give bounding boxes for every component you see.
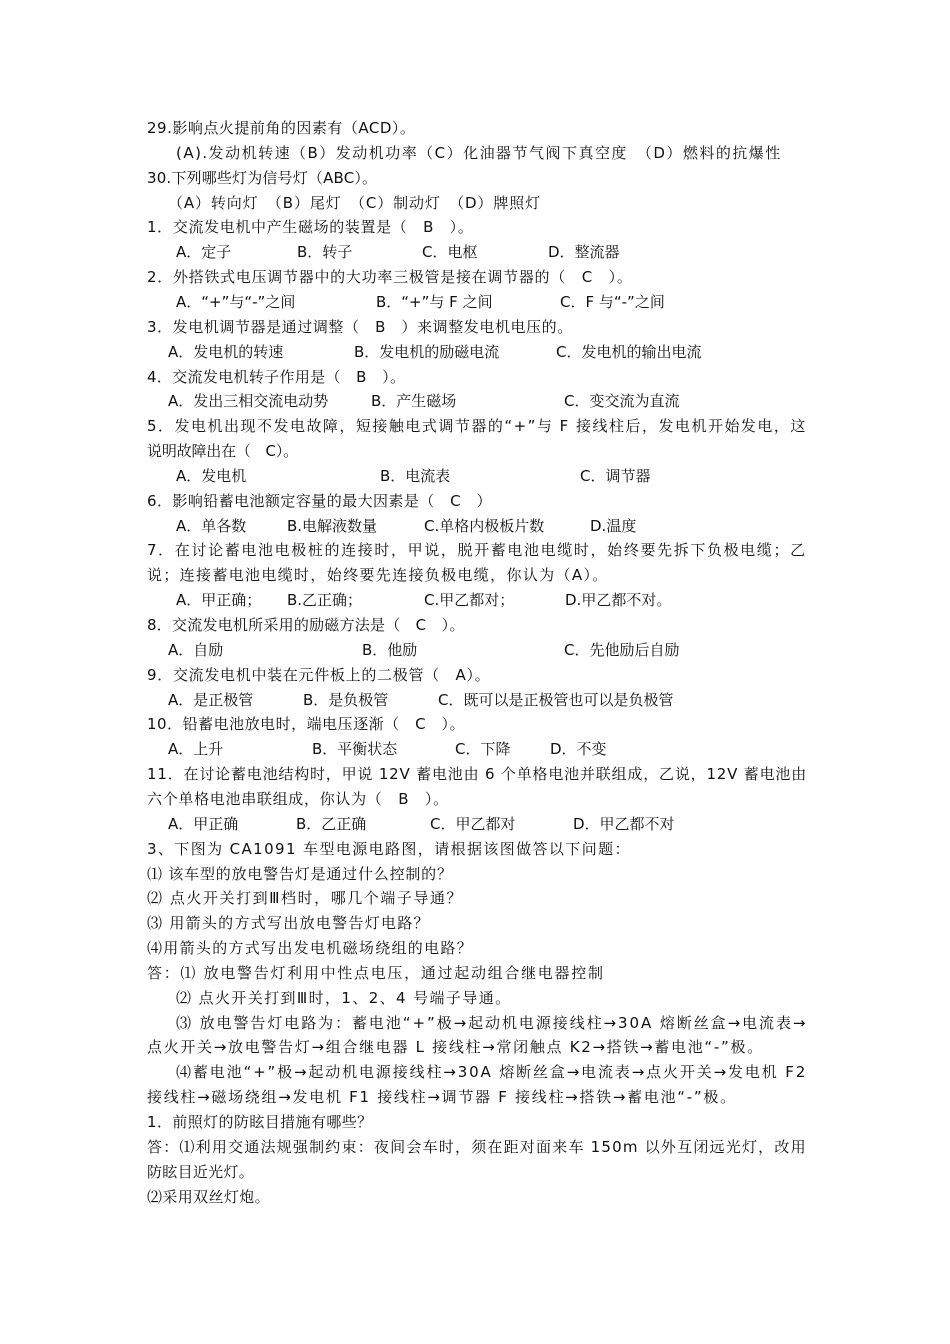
option-b: B．乙正确	[296, 815, 367, 833]
option-a: A．“+”与“-”之间	[176, 293, 296, 311]
option-c: C．调节器	[580, 467, 651, 485]
question-11-options	[0, 814, 950, 834]
section-3-answer-1: 答：⑴ 放电警告灯利用中性点电压，通过起动组合继电器控制	[147, 964, 605, 982]
option-b: B．是负极管	[303, 691, 389, 709]
option-b: B．转子	[297, 243, 353, 261]
question-1-options	[0, 242, 950, 262]
question-7-options	[0, 590, 950, 610]
option-d: D．整流器	[548, 243, 620, 261]
question-29-options: (A).发动机转速（B）发动机功率（C）化油器节气阀下真空度 （D）燃料的抗爆性	[176, 144, 782, 162]
option-d: D．甲乙都不对	[573, 815, 675, 833]
question-5-line-2: 说明故障出在（ C）。	[147, 442, 298, 460]
option-c: C．既可以是正极管也可以是负极管	[438, 691, 674, 709]
section-3-question-1: ⑴ 该车型的放电警告灯是通过什么控制的？	[147, 865, 453, 883]
question-2: 2．外搭铁式电压调节器中的大功率三极管是接在调节器的（ C ）。	[147, 268, 633, 286]
section-3-question-3: ⑶ 用箭头的方式写出放电警告灯电路？	[147, 914, 430, 932]
question-9: 9．交流发电机中装在元件板上的二极管（ A）。	[147, 666, 491, 684]
question-7-line-2: 说；连接蓄电池电缆时，始终要先连接负极电缆，你认为（A）。	[147, 566, 609, 584]
section-3-question-2: ⑵ 点火开关打到Ⅲ档时，哪几个端子导通？	[147, 889, 464, 907]
question-5-options	[0, 466, 950, 486]
option-c: C．发电机的输出电流	[556, 343, 702, 361]
option-c: C.单格内极板片数	[424, 517, 545, 535]
question-10-options	[0, 739, 950, 759]
headlight-answer-2: ⑵采用双丝灯炮。	[147, 1188, 271, 1206]
section-3-answer-3-line-1: ⑶ 放电警告灯电路为：蓄电池“+”极→起动机电源接线柱→30A 熔断丝盒→电流表→	[176, 1014, 808, 1032]
option-b: B．电流表	[380, 467, 451, 485]
option-b: B．他励	[362, 641, 418, 659]
option-a: A．甲正确	[168, 815, 239, 833]
question-10: 10．铅蓄电池放电时，端电压逐渐（ C ）。	[147, 715, 466, 733]
option-d: D.甲乙都不对。	[565, 591, 672, 609]
section-3-answer-4-line-2: 接线柱→磁场绕组→发电机 F1 接线柱→调节器 F 接线柱→搭铁→蓄电池“-”极。	[147, 1088, 737, 1106]
question-4: 4．交流发电机转子作用是（ B ）。	[147, 368, 406, 386]
option-a: A．发电机	[176, 467, 247, 485]
question-4-options	[0, 391, 950, 411]
option-c: C．电枢	[422, 243, 478, 261]
question-30: 30.下列哪些灯为信号灯（ABC）。	[147, 169, 378, 187]
question-11-line-2: 六个单格电池串联组成，你认为（ B ）。	[147, 790, 449, 808]
question-6-options	[0, 516, 950, 536]
option-b: B．平衡状态	[312, 740, 398, 758]
option-a: A．甲正确；	[176, 591, 262, 609]
section-3-title: 3、下图为 CA1091 车型电源电路图，请根据该图做答以下问题：	[147, 840, 631, 858]
option-d: D．不变	[550, 740, 607, 758]
option-a: A．发出三相交流电动势	[168, 392, 329, 410]
option-c: C．甲乙都对	[430, 815, 516, 833]
option-c: C．下降	[455, 740, 511, 758]
headlight-answer-1-line-2: 防眩目近光灯。	[147, 1163, 255, 1181]
option-c: C．F 与“-”之间	[560, 293, 665, 311]
question-7-line-1: 7．在讨论蓄电池电极桩的连接时，甲说，脱开蓄电池电缆时，始终要先拆下负极电缆；乙	[147, 541, 807, 559]
option-b: B．“+”与 F 之间	[376, 293, 493, 311]
question-11-line-1: 11．在讨论蓄电池结构时，甲说 12V 蓄电池由 6 个单格电池并联组成，乙说，12V 蓄电池由	[147, 765, 808, 783]
option-c: C．先他励后自励	[564, 641, 680, 659]
question-3-options	[0, 342, 950, 362]
question-5-line-1: 5．发电机出现不发电故障，短接触电式调节器的“+”与 F 接线柱后，发电机开始发电，这	[147, 417, 807, 435]
option-b: B．产生磁场	[371, 392, 457, 410]
question-9-options	[0, 690, 950, 710]
question-30-options: （A）转向灯 （B）尾灯 （C）制动灯 （D）牌照灯	[168, 194, 541, 212]
section-3-answer-2: ⑵ 点火开关打到Ⅲ时，1、2、4 号端子导通。	[176, 989, 512, 1007]
question-3: 3．发电机调节器是通过调整（ B ）来调整发电机电压的。	[147, 318, 573, 336]
question-29: 29.影响点火提前角的因素有（ACD）。	[147, 119, 416, 137]
question-2-options	[0, 292, 950, 312]
question-8: 8．交流发电机所采用的励磁方法是（ C ）。	[147, 616, 465, 634]
question-6: 6．影响铅蓄电池额定容量的最大因素是（ C ）	[147, 492, 492, 510]
question-1: 1．交流发电机中产生磁场的装置是（ B ）。	[147, 218, 474, 236]
option-b: B.乙正确；	[287, 591, 363, 609]
option-a: A．单各数	[176, 517, 247, 535]
option-a: A．是正极管	[168, 691, 254, 709]
option-a: A．定子	[176, 243, 232, 261]
section-3-answer-3-line-2: 点火开关→放电警告灯→组合继电器 L 接线柱→常闭触点 K2→搭铁→蓄电池“-”极。	[147, 1038, 764, 1056]
headlight-answer-1-line-1: 答：⑴利用交通法规强制约束：夜间会车时，须在距对面来车 150m 以外互闭远光灯，改用	[147, 1138, 807, 1156]
option-d: D.温度	[590, 517, 637, 535]
section-3-answer-4-line-1: ⑷蓄电池“+”极→起动机电源接线柱→30A 熔断丝盒→电流表→点火开关→发电机 F2	[176, 1063, 808, 1081]
headlight-question: 1．前照灯的防眩目措施有哪些？	[147, 1113, 373, 1131]
option-c: C.甲乙都对；	[424, 591, 515, 609]
option-a: A．上升	[168, 740, 224, 758]
section-3-question-4: ⑷用箭头的方式写出发电机磁场绕组的电路？	[147, 939, 474, 957]
option-c: C．变交流为直流	[564, 392, 680, 410]
option-b: B．发电机的励磁电流	[354, 343, 500, 361]
option-b: B.电解液数量	[287, 517, 378, 535]
question-8-options	[0, 640, 950, 660]
option-a: A．发电机的转速	[168, 343, 284, 361]
option-a: A．自励	[168, 641, 224, 659]
